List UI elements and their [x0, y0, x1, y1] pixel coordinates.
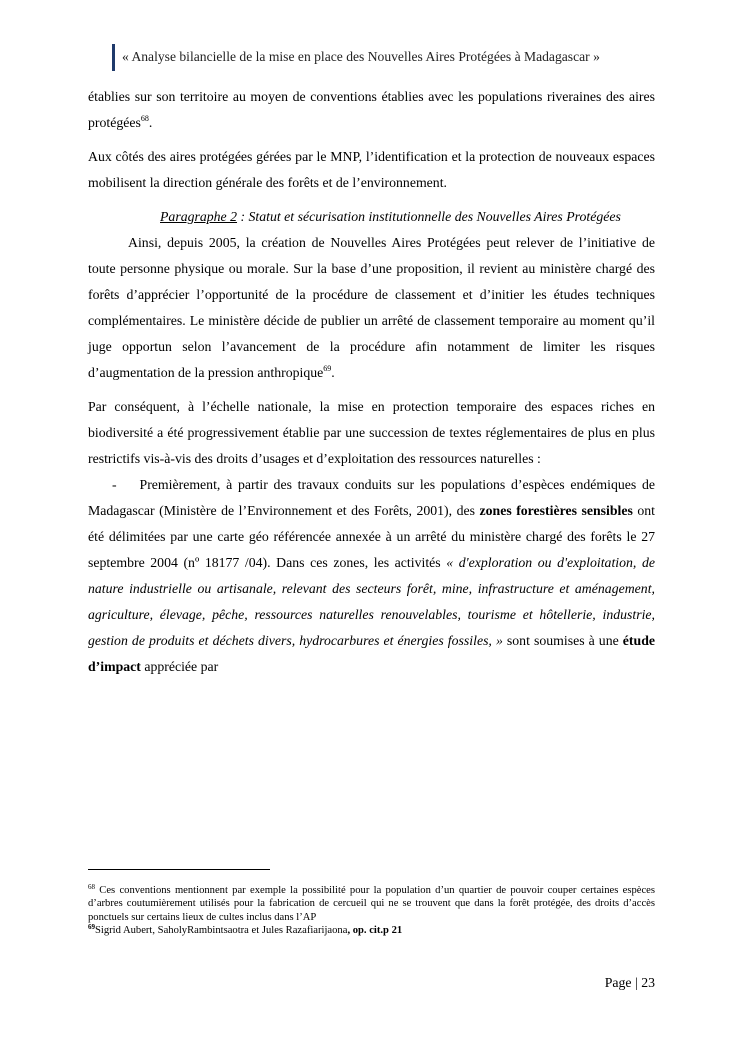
paragraph-4: Par conséquent, à l’échelle nationale, la mise en protection temporaire des espaces riches en biodiversité a été progressivement établie par une succession de textes réglementaires de plus en plus restrictifs vis-à-vis des droits d’usages et d’exploitation des ressources naturelles :	[88, 399, 655, 466]
footnotes	[88, 884, 655, 938]
section-label: Paragraphe 2	[160, 209, 238, 224]
page-number: 23	[641, 975, 655, 990]
quoted-activities: « d'exploration ou d'exploitation, de nature industrielle ou artisanale, relevant des secteurs forêt, mine, infrastructure et aménagement, agriculture, élevage, pêche, ressources naturelles renouvelables, tourisme et hôtellerie, industrie, gestion de produits et déchets divers, hydrocarbures et énergies fossiles, »	[88, 555, 655, 648]
section-heading	[88, 204, 655, 230]
header-title: « Analyse bilancielle de la mise en place des Nouvelles Aires Protégées à Madagascar »	[122, 49, 600, 64]
page-separator: |	[634, 975, 638, 990]
section-title: : Statut et sécurisation institutionnelle des Nouvelles Aires Protégées	[237, 209, 621, 224]
footnote-69: $^{69}$Sigrid Aubert, SaholyRambintsaotra et Jules Razafiarijaona, op. cit.p 21	[88, 923, 403, 937]
bold-term-zones: zones forestières sensibles	[479, 503, 633, 518]
footnote-68: $^{68}$ Ces conventions mentionnent par exemple la possibilité pour la population d’un quartier de pouvoir couper certaines espèces d’arbres coutumièrement utilisés pour la fabrication de cercueil qui ne se trouvent que dans la forêt protégée, des droits d’accès ponctuels sur certains lieux de cultes inclus dans l’AP	[88, 883, 655, 923]
page-footer	[605, 975, 655, 991]
footnote-ref-68[interactable]: 68	[140, 114, 149, 123]
paragraph-2: Aux côtés des aires protégées gérées par le MNP, l’identification et la protection de nouveaux espaces mobilisent la direction générale des forêts et de l’environnement.	[88, 149, 655, 190]
header-accent-bar	[112, 44, 115, 71]
page-label: Page	[604, 975, 632, 990]
bullet-dash: -	[112, 477, 117, 492]
page-header	[112, 44, 664, 74]
bullet-item: - Premièrement, à partir des travaux conduits sur les populations d’espèces endémiques de Madagascar (Ministère de l’Environnement et des Forêts, 2001), des zones forestières sensibles ont été délimitées par une carte géo référencée annexée à un arrêté du ministère chargé des forêts le 27 septembre 2004 (nº 18177 /04). Dans ces zones, les activités « d'exploration ou d'exploitation, de nature industrielle ou artisanale, relevant des secteurs forêt, mine, infrastructure et aménagement, agriculture, élevage, pêche, ressources naturelles renouvelables, tourisme et hôtellerie, industrie, gestion de produits et déchets divers, hydrocarbures et énergies fossiles, » sont soumises à une étude d’impact appréciée par	[88, 477, 655, 674]
paragraph-1: établies sur son territoire au moyen de conventions établies avec les populations riveraines des aires protégées$^{68}$.	[88, 89, 655, 130]
bold-term-etude: étude d’impact	[88, 633, 655, 674]
paragraph-3: Ainsi, depuis 2005, la création de Nouvelles Aires Protégées peut relever de l’initiative de toute personne physique ou morale. Sur la base d’une proposition, il revient au ministère chargé des forêts d’apprécier l’opportunité de la procédure de classement et d’initier les études techniques complémentaires. Le ministère décide de publier un arrêté de classement temporaire au moment qu’il juge opportun selon l’avancement de la procédure afin notamment de limiter les risques d’augmentation de la pression anthropique$^{69}$.	[88, 235, 655, 380]
document-body	[88, 84, 655, 680]
footnote-separator	[88, 869, 270, 870]
footnote-ref-69[interactable]: 69	[323, 364, 332, 373]
